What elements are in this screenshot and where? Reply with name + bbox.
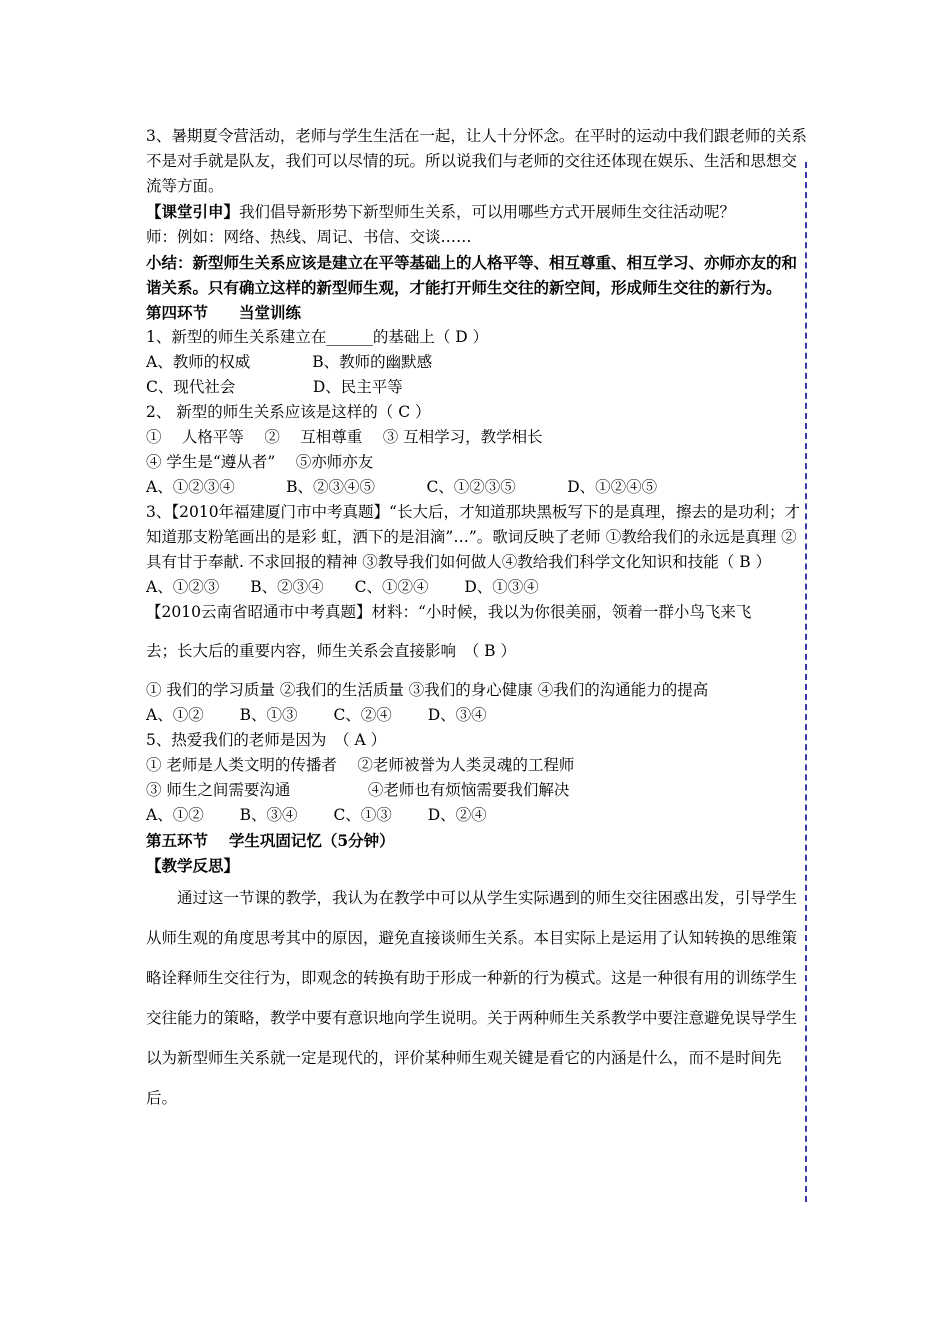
reflection-heading: 【教学反思】 xyxy=(146,856,240,875)
extension-paragraph xyxy=(146,199,810,225)
q2-items-2: ④ 学生是“遵从者” ⑤亦师亦友 xyxy=(146,453,374,471)
q2-items-1: ① 人格平等 ② 互相尊重 ③ 互相学习，教学相长 xyxy=(146,428,543,446)
q5-options: A、①② B、③④ C、①③ D、②④ xyxy=(146,806,487,824)
extension-text: 我们倡导新形势下新型师生关系，可以用哪些方式开展师生交往活动呢？ xyxy=(239,203,736,221)
q2-options: A、①②③④ B、②③④⑤ C、①②③⑤ D、①②④⑤ xyxy=(146,478,658,496)
spacer xyxy=(146,664,810,678)
teacher-answer: 师：例如：网络、热线、周记、书信、交谈…… xyxy=(146,228,472,246)
q4-stem-2: 去；长大后的重要内容，师生关系会直接影响 （ B ） xyxy=(146,642,516,660)
q4-stem-1: 【2010云南省昭通市中考真题】材料：“小时候，我以为你很美丽，领着一群小鸟飞来飞 xyxy=(146,603,752,621)
spacer xyxy=(146,625,810,639)
extension-label: 【课堂引申】 xyxy=(146,202,240,221)
q1-options-2: C、现代社会 D、民主平等 xyxy=(146,378,403,396)
document-content xyxy=(146,124,810,1118)
q5-stem: 5、热爱我们的老师是因为 （ A ） xyxy=(146,731,387,749)
q2-stem: 2、 新型的师生关系应该是这样的（ C ） xyxy=(146,403,431,421)
q4-items: ① 我们的学习质量 ②我们的生活质量 ③我们的身心健康 ④我们的沟通能力的提高 xyxy=(146,681,709,699)
summary-paragraph: 小结：新型师生关系应该是建立在平等基础上的人格平等、相互尊重、相互学习、亦师亦友的和谐关系。只有确立这样的新型师生观，才能打开师生交往的新空间，形成师生交往的新行为。 xyxy=(146,253,798,297)
q4-options: A、①② B、①③ C、②④ D、③④ xyxy=(146,706,487,724)
q3-options: A、①②③ B、②③④ C、①②④ D、①③④ xyxy=(146,578,539,596)
q1-options-1: A、教师的权威 B、教师的幽默感 xyxy=(146,353,433,371)
intro-paragraph: 3、暑期夏令营活动，老师与学生生活在一起，让人十分怀念。在平时的运动中我们跟老师的关系不是对手就是队友，我们可以尽情的玩。所以说我们与老师的交往还体现在娱乐、生活和思想交流等方面。 xyxy=(146,127,807,195)
q5-items-1: ① 老师是人类文明的传播者 ②老师被誉为人类灵魂的工程师 xyxy=(146,756,575,774)
q3-stem: 3、【2010年福建厦门市中考真题】“长大后，才知道那块黑板写下的是真理，擦去的是功利；才知道那支粉笔画出的是彩 虹，洒下的是泪滴”…”。歌词反映了老师 ①教给我们的永远是真理 ②具有甘于奉献. 不求回报的精神 ③教导我们如何做人④教给我们科学文化知识和技能（ B ） xyxy=(146,503,800,571)
q1-stem: 1、新型的师生关系建立在______的基础上（ D ） xyxy=(146,328,489,346)
reflection-paragraph: 通过这一节课的教学，我认为在教学中可以从学生实际遇到的师生交往困惑出发，引导学生从师生观的角度思考其中的原因，避免直接谈师生关系。本目实际上是运用了认知转换的思维策略诠释师生交往行为，即观念的转换有助于形成一种新的行为模式。这是一种很有用的训练学生交往能力的策略，教学中要有意识地向学生说明。关于两种师生关系教学中要注意避免误导学生以为新型师生关系就一定是现代的，评价某种师生观关键是看它的内涵是什么，而不是时间先后。 xyxy=(146,889,798,1107)
section4-heading: 第四环节 当堂训练 xyxy=(146,303,302,322)
q5-items-2: ③ 师生之间需要沟通 ④老师也有烦恼需要我们解决 xyxy=(146,781,570,799)
section5-heading: 第五环节 学生巩固记忆（5分钟） xyxy=(146,831,395,850)
